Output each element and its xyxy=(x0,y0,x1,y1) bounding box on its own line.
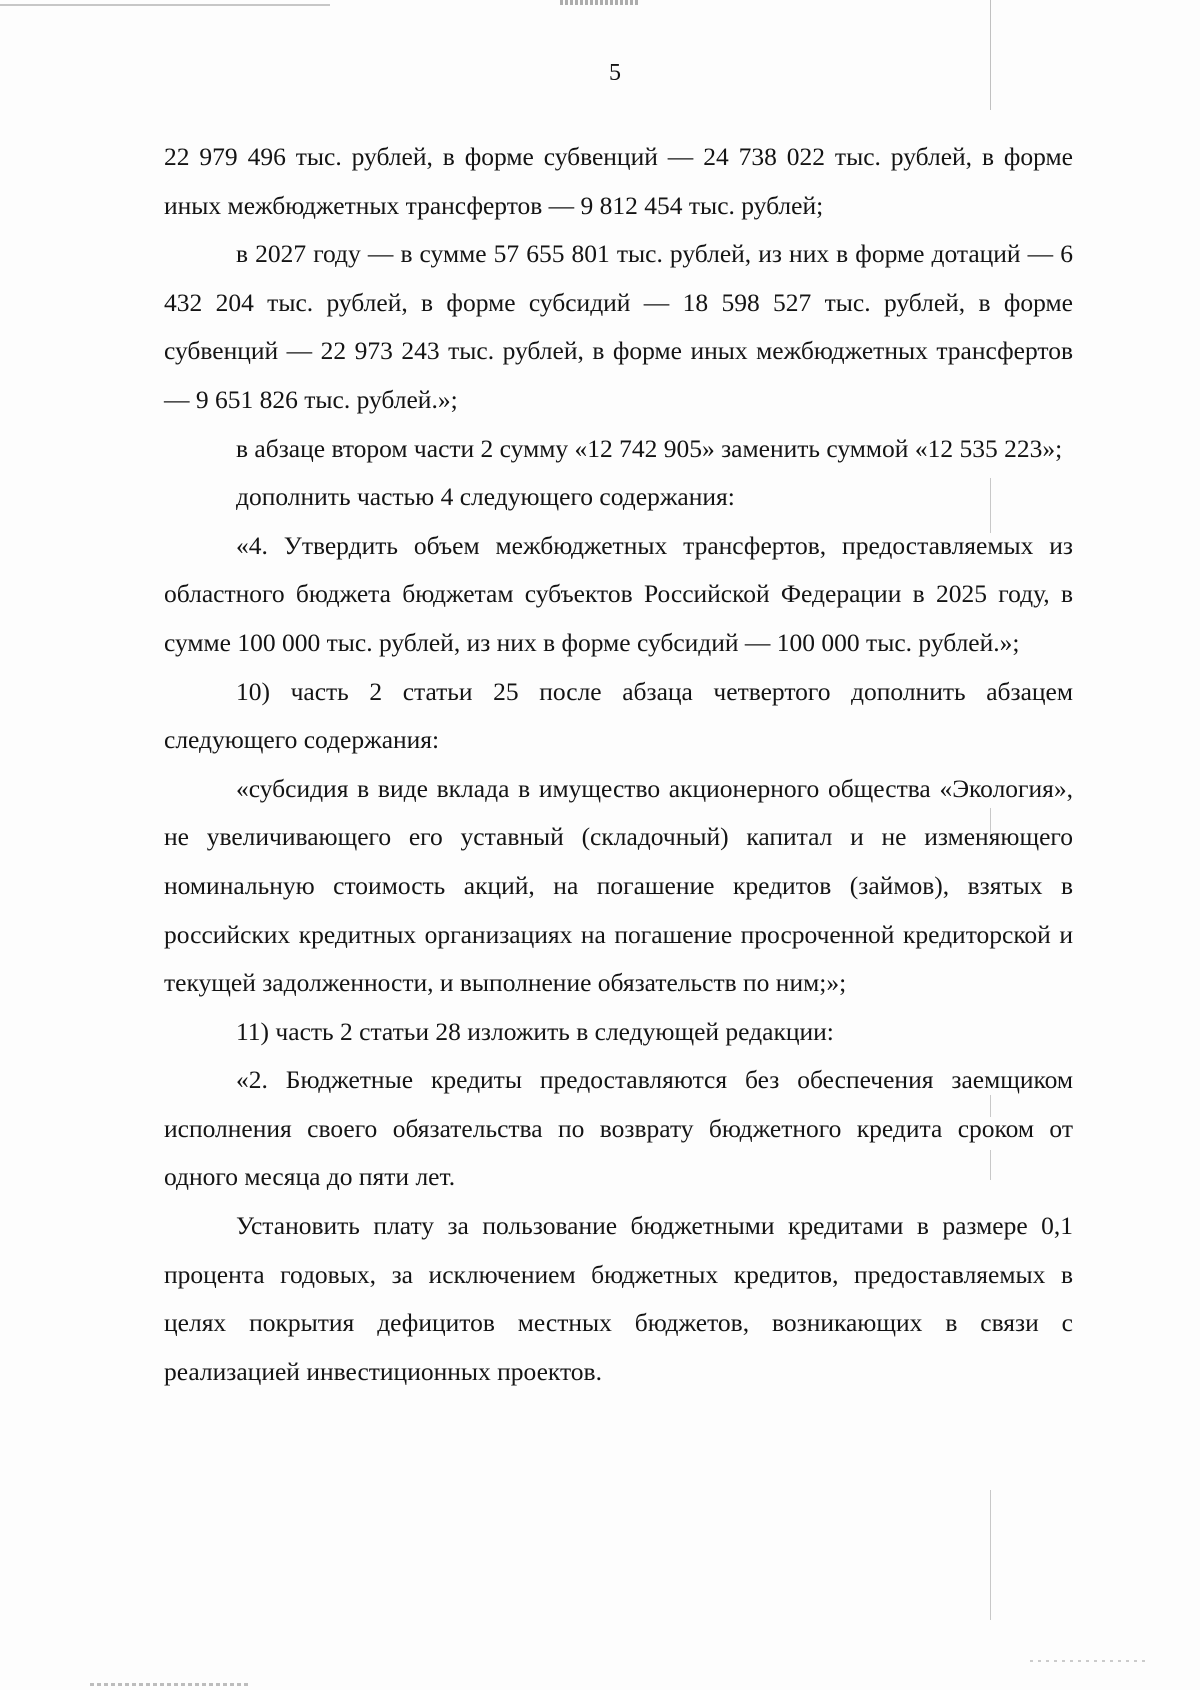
scan-artifact-bottom-right xyxy=(1030,1660,1150,1662)
scan-artifact-right-line xyxy=(990,0,991,110)
paragraph: Установить плату за пользование бюджетными кредитами в размере 0,1 процента годовых, за исключением бюджетных кредитов, предоставляемых в целях покрытия дефицитов местных бюджетов, возникающих в связи с реализацией инвестиционных проектов. xyxy=(164,1211,1073,1386)
paragraph: «субсидия в виде вклада в имущество акционерного общества «Экология», не увеличивающего его уставный (складочный) капитал и не изменяющего номинальную стоимость акций, на погашение кредитов (займов), взятых в российских кредитных организациях на погашение просроченной кредиторской и текущей задолженности, и выполнение обязательств по ним;»; xyxy=(164,773,1073,998)
scan-artifact-top-line xyxy=(0,4,330,6)
paragraph: «2. Бюджетные кредиты предоставляются без обеспечения заемщиком исполнения своего обязательства по возврату бюджетного кредита сроком от одного месяца до пяти лет. xyxy=(164,1065,1073,1192)
paragraph: в абзаце втором части 2 сумму «12 742 905» заменить суммой «12 535 223»; xyxy=(236,433,1063,463)
paragraph: 11) часть 2 статьи 28 изложить в следующей редакции: xyxy=(236,1016,834,1046)
scan-artifact-right-dash xyxy=(990,1490,991,1620)
scan-artifact-top-mark xyxy=(560,0,638,5)
paragraph: «4. Утвердить объем межбюджетных трансфертов, предоставляемых из областного бюджета бюджетам субъектов Российской Федерации в 2025 году, в сумме 100 000 тыс. рублей, из них в форме субсидий — 100 000 тыс. рублей.»; xyxy=(164,530,1073,657)
body-text xyxy=(164,133,1073,1396)
paragraph: 10) часть 2 статьи 25 после абзаца четвертого дополнить абзацем следующего содержания: xyxy=(164,676,1073,755)
paragraph: в 2027 году — в сумме 57 655 801 тыс. рублей, из них в форме дотаций — 6 432 204 тыс. рублей, в форме субсидий — 18 598 527 тыс. рублей, в форме субвенций — 22 973 243 тыс. рублей, в форме иных межбюджетных трансфертов — 9 651 826 тыс. рублей.»; xyxy=(164,239,1073,414)
paragraph: 22 979 496 тыс. рублей, в форме субвенций — 24 738 022 тыс. рублей, в форме иных межбюджетных трансфертов — 9 812 454 тыс. рублей; xyxy=(164,142,1073,220)
scan-artifact-bottom xyxy=(90,1683,250,1686)
page-number: 5 xyxy=(609,60,621,86)
paragraph: дополнить частью 4 следующего содержания: xyxy=(236,482,735,512)
